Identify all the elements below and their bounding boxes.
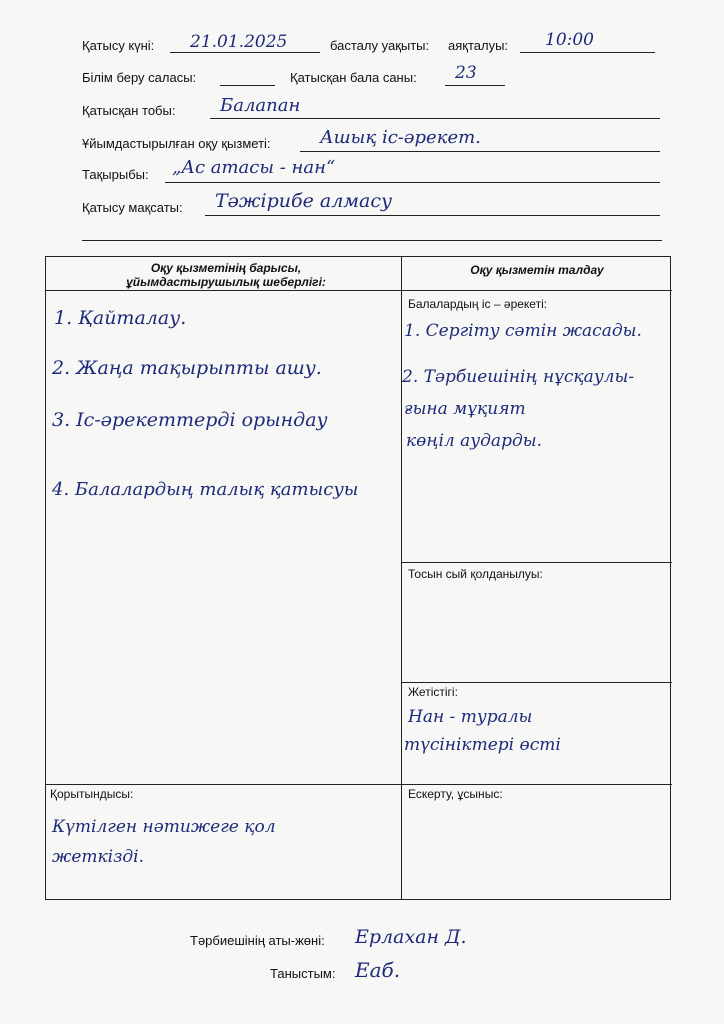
end-value: 10:00	[545, 30, 594, 50]
activity-label: Ұйымдастырылған оқу қызметі:	[82, 136, 271, 151]
left-item: 2. Жаңа тақырыпты ашу.	[52, 357, 322, 379]
left-item: 3. Іс-әрекеттерді орындау	[52, 409, 328, 431]
conclusion-label: Қорытындысы:	[50, 787, 134, 801]
group-label: Қатысқан тобы:	[82, 103, 176, 118]
acquainted-signature: Еаб.	[355, 958, 401, 982]
end-label: аяқталуы:	[448, 38, 509, 53]
left-column-header: Оқу қызметінің барысы, ұйымдастырушылық шеберлігі:	[126, 261, 326, 289]
group-value: Балапан	[220, 95, 301, 116]
teacher-label: Тәрбиешінің аты-жөні:	[190, 933, 325, 948]
bottom-divider	[46, 784, 672, 785]
remarks-label: Ескерту, ұсыныс:	[408, 787, 503, 801]
acquainted-label: Таныстым:	[270, 966, 336, 981]
date-value: 21.01.2025	[190, 32, 288, 52]
header-divider	[46, 290, 672, 291]
conclusion-line: Күтілген нәтижеге қол	[52, 817, 276, 837]
children-activity-line: 1. Сергіту сәтін жасады.	[404, 321, 642, 341]
children-activity-label: Балалардың іс – әрекеті:	[408, 297, 548, 311]
conclusion-line: жеткізді.	[52, 847, 144, 867]
field-label: Білім беру саласы:	[82, 70, 197, 85]
goal-label: Қатысу мақсаты:	[82, 200, 183, 215]
goal-value: Тәжірибе алмасу	[215, 190, 393, 212]
surprise-label: Тосын сый қолданылуы:	[408, 567, 543, 581]
topic-value: „Ас атасы - нан“	[172, 157, 336, 178]
achievement-line: Нан - туралы	[408, 707, 533, 727]
field-line	[220, 67, 275, 86]
left-item: 4. Балалардың талық қатысуы	[52, 479, 359, 500]
children-value: 23	[455, 63, 477, 83]
left-item: 1. Қайталау.	[54, 307, 187, 329]
column-divider	[401, 257, 402, 899]
analysis-table	[45, 256, 671, 900]
topic-label: Тақырыбы:	[82, 167, 149, 182]
surprise-divider	[401, 562, 672, 563]
right-column-header: Оқу қызметін талдау	[470, 263, 604, 277]
children-activity-line: ғына мұқият	[404, 399, 526, 419]
children-label: Қатысқан бала саны:	[290, 70, 417, 85]
teacher-value: Ерлахан Д.	[355, 926, 467, 948]
date-label: Қатысу күні:	[82, 38, 155, 53]
extra-line	[82, 222, 662, 241]
children-activity-line: көңіл аударды.	[406, 431, 542, 451]
achievement-label: Жетістігі:	[408, 685, 458, 699]
children-activity-line: 2. Тәрбиешінің нұсқаулы-	[402, 367, 635, 387]
activity-value: Ашық іс-әрекет.	[320, 127, 481, 148]
start-label: басталу уақыты:	[330, 38, 430, 53]
achievement-divider	[401, 682, 672, 683]
achievement-line: түсініктері өсті	[404, 735, 561, 755]
